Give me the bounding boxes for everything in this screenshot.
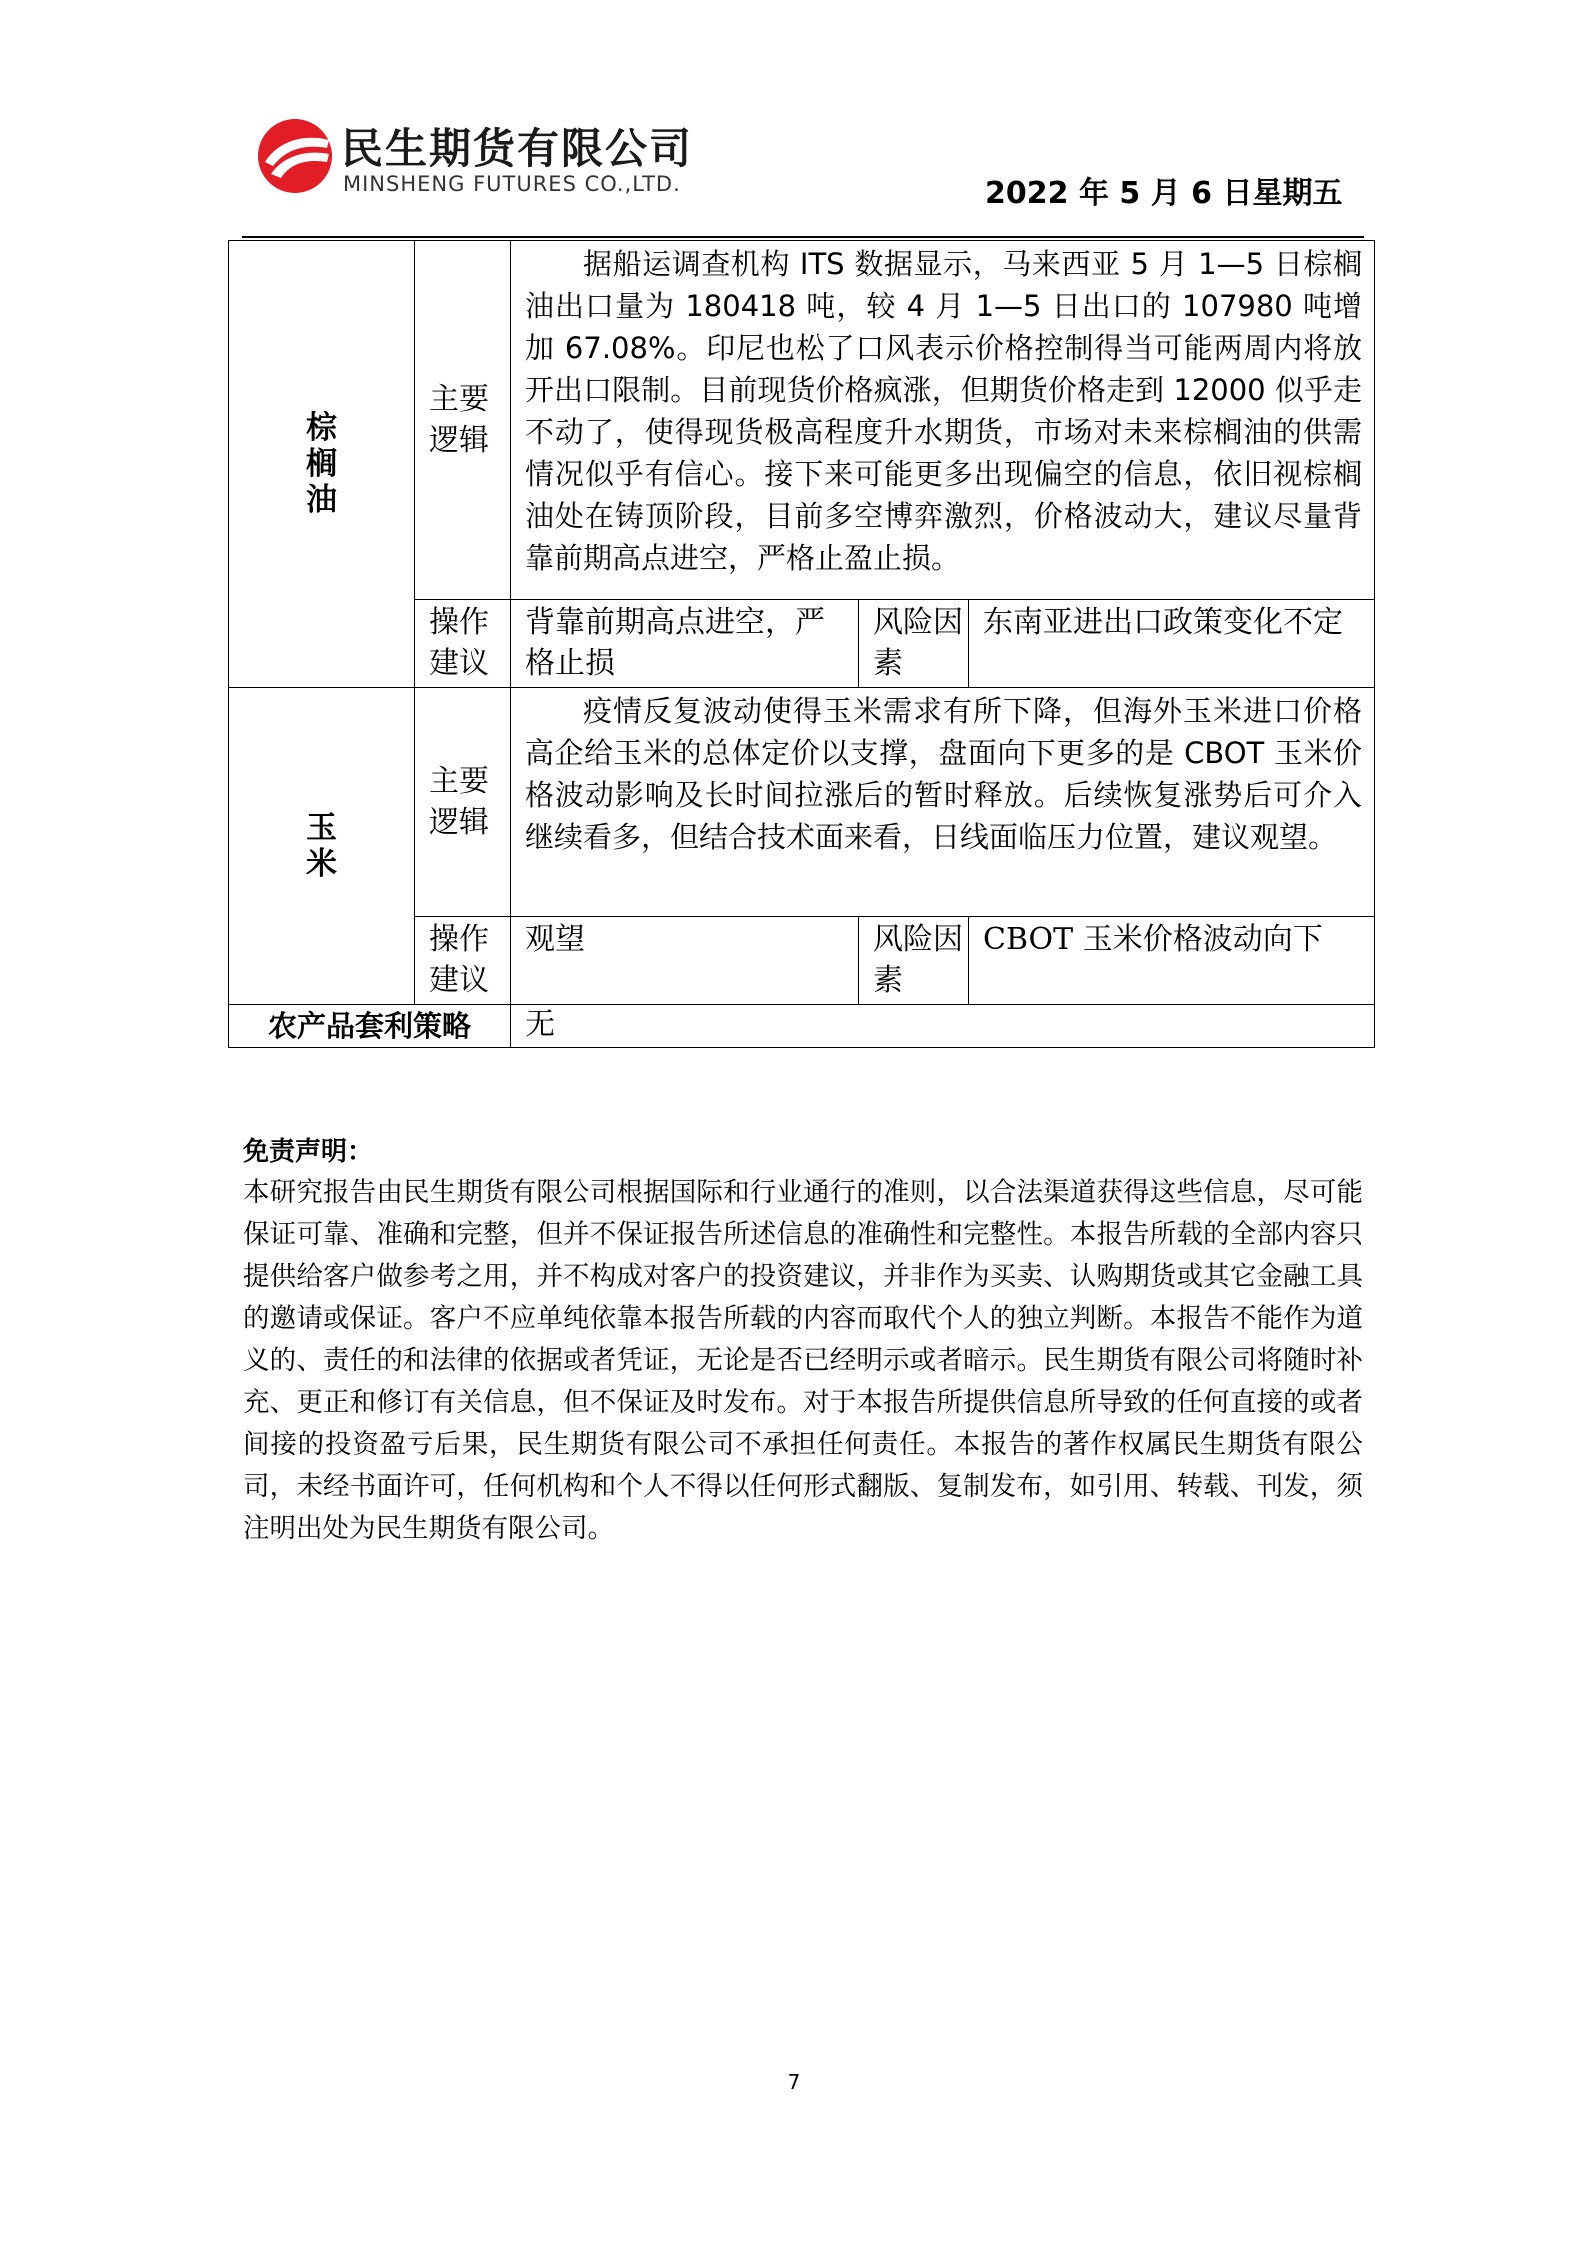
strategy-table [228,240,1375,1048]
header-divider [242,236,1364,238]
advice-text: 观望 [511,917,859,1005]
table-row [229,688,1375,917]
logic-label: 主要逻辑 [415,241,511,600]
category-palm-oil: 棕榈油 [306,410,337,518]
category-cell [229,241,415,688]
risk-text: 东南亚进出口政策变化不定 [969,600,1375,688]
table-row [229,1005,1375,1048]
disclaimer [243,1132,1363,1550]
minsheng-logo-icon [255,116,335,196]
logic-label: 主要逻辑 [415,688,511,917]
report-date: 2022 年 5 月 6 日星期五 [985,176,1343,211]
company-name-cn: 民生期货有限公司 [341,124,694,173]
summary-value: 无 [511,1005,1375,1048]
page-number: 7 [787,2070,801,2094]
disclaimer-text: 本研究报告由民生期货有限公司根据国际和行业通行的准则，以合法渠道获得这些信息，尽可能保证可靠、准确和完整，但并不保证报告所述信息的准确性和完整性。本报告所载的全部内容只提供给客户做参考之用，并不构成对客户的投资建议，并非作为买卖、认购期货或其它金融工具的邀请或保证。客户不应单纯依靠本报告所载的内容而取代个人的独立判断。本报告不能作为道义的、责任的和法律的依据或者凭证，无论是否已经明示或者暗示。民生期货有限公司将随时补充、更正和修订有关信息，但不保证及时发布。对于本报告所提供信息所导致的任何直接的或者间接的投资盈亏后果，民生期货有限公司不承担任何责任。本报告的著作权属民生期货有限公司，未经书面许可，任何机构和个人不得以任何形式翻版、复制发布，如引用、转载、刊发，须注明出处为民生期货有限公司。 [243,1177,1363,1544]
table-row [229,241,1375,600]
risk-label: 风险因素 [859,917,969,1005]
company-logo [255,112,735,202]
category-cell [229,688,415,1005]
summary-label: 农产品套利策略 [229,1005,511,1048]
category-corn: 玉米 [306,810,337,882]
risk-label: 风险因素 [859,600,969,688]
company-name-en: MINSHENG FUTURES CO.,LTD. [343,172,681,196]
disclaimer-title: 免责声明： [243,1137,374,1167]
advice-text: 背靠前期高点进空，严格止损 [511,600,859,688]
logic-text: 疫情反复波动使得玉米需求有所下降，但海外玉米进口价格高企给玉米的总体定价以支撑，盘面向下更多的是 CBOT 玉米价格波动影响及长时间拉涨后的暂时释放。后续恢复涨势后可介入继续看多，但结合技术面来看，日线面临压力位置，建议观望。 [511,688,1375,917]
advice-label: 操作建议 [415,917,511,1005]
advice-label: 操作建议 [415,600,511,688]
logic-text: 据船运调查机构 ITS 数据显示，马来西亚 5 月 1—5 日棕榈油出口量为 180418 吨，较 4 月 1—5 日出口的 107980 吨增加 67.08%。印尼也松了口风表示价格控制得当可能两周内将放开出口限制。目前现货价格疯涨，但期货价格走到 12000 似乎走不动了，使得现货极高程度升水期货，市场对未来棕榈油的供需情况似乎有信心。接下来可能更多出现偏空的信息，依旧视棕榈油处在铸顶阶段，目前多空博弈激烈，价格波动大，建议尽量背靠前期高点进空，严格止盈止损。 [511,241,1375,600]
risk-text: CBOT 玉米价格波动向下 [969,917,1375,1005]
